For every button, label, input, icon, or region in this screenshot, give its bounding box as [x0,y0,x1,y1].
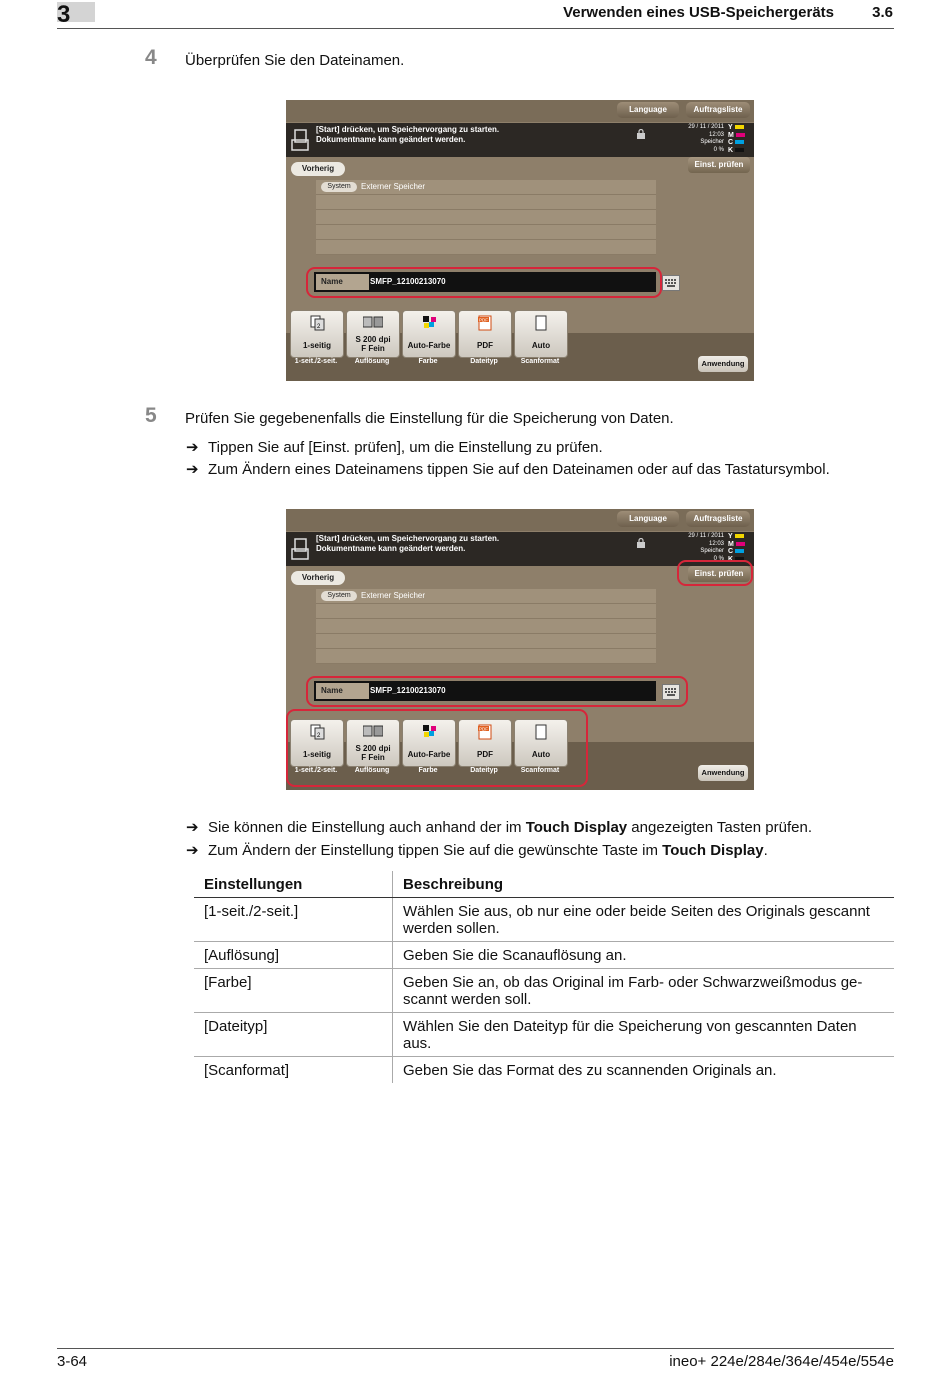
setting-cell: [Scanformat] [194,1057,393,1084]
list-row [316,210,656,225]
function-key-label: Auto-Farbe [407,750,451,759]
instruction-text: Tippen Sie auf [Einst. prüfen], um die Einstellung zu prüfen. [208,439,603,456]
function-key-aufl-sung[interactable] [346,310,400,358]
function-key-caption: Auflösung [354,767,390,774]
toner-row [728,548,745,556]
function-key-label: PDF [477,750,493,759]
list-row [316,634,656,649]
function-key-label: 1-seitig [302,750,331,759]
svg-text:2: 2 [317,733,321,739]
status-text: 29 / 11 / 2011 [688,124,724,130]
toner-label: M [728,540,734,548]
svg-text:PDF: PDF [479,317,488,323]
arrow-icon: ➔ [186,842,199,859]
instruction-text: Zum Ändern der Einstellung tippen Sie auf die gewünschte Taste im [208,842,663,859]
arrow-icon: ➔ [186,819,199,836]
toner-swatch [735,125,744,129]
list-row [316,195,656,210]
list-row [316,649,656,664]
function-key-caption: 1-seit./2-seit. [294,767,338,774]
function-key-label: S 200 dpi F Fein [355,744,391,762]
highlight-check-button [677,560,753,586]
column-header: Einstellungen [194,871,393,898]
message-line: Dokumentname kann geändert werden. [316,135,466,144]
system-tab[interactable]: System [321,591,357,601]
instruction-line [186,438,603,456]
list-row [316,225,656,240]
name-label: Name [316,683,369,699]
instruction-text: Sie können die Einstellung auch anhand der im [208,819,526,836]
message-line: [Start] drücken, um Speichervorgang zu starten. [316,125,500,134]
column-header: Beschreibung [393,871,895,898]
toner-swatch [735,148,744,152]
function-key-label: Auto-Farbe [407,341,451,350]
toner-row [728,533,745,541]
list-row [316,240,656,255]
touch-display-screenshot-1 [286,100,754,381]
header-section: 3.6 [872,4,893,21]
toner-label: C [728,139,734,146]
step-text: Überprüfen Sie den Dateinamen. [185,52,405,69]
status-text: Speicher [700,548,724,554]
duplex-icon [307,315,327,331]
message-line: Dokumentname kann geändert werden. [316,544,466,553]
toner-row [728,147,745,155]
lock-icon [636,535,646,545]
function-key-caption: Farbe [418,358,438,365]
status-strip [286,100,754,122]
model-names: ineo+ 224e/284e/364e/454e/554e [669,1353,894,1370]
date-time [686,533,724,563]
toner-swatch [735,549,744,553]
toner-swatch [735,140,744,144]
toner-label: K [728,555,734,563]
toner-label: K [728,146,734,154]
arrow-icon: ➔ [186,461,199,478]
function-key-1-seit-2-seit-[interactable] [290,310,344,358]
document-icon [290,128,310,152]
description-cell: Wählen Sie den Dateityp für die Speicherung von gescannten Daten aus. [393,1013,895,1057]
apply-button[interactable]: Anwendung [698,356,748,372]
table-header-row [194,871,894,898]
resolution-icon [363,315,383,331]
back-button[interactable]: Vorherig [291,162,345,176]
job-list-button[interactable]: Auftragsliste [686,102,750,118]
toner-row [728,132,745,140]
instruction-line [186,841,768,859]
document-icon [290,537,310,561]
footer-rule [57,1348,894,1349]
arrow-icon: ➔ [186,439,199,456]
table-row [194,1057,894,1084]
function-key-caption: Scanformat [520,358,560,365]
toner-swatch [736,133,745,137]
emphasis-text: Touch Display [525,819,628,836]
function-key-caption: 1-seit./2-seit. [294,358,338,365]
step-number: 5 [145,404,157,427]
instruction-line [186,460,830,478]
function-key-caption: Scanformat [520,767,560,774]
toner-row [728,541,745,549]
language-button[interactable]: Language [617,511,679,527]
color-icon [419,315,439,331]
back-button[interactable]: Vorherig [291,571,345,585]
setting-cell: [1-seit./2-seit.] [194,898,393,942]
function-key-caption: Dateityp [470,358,498,365]
lock-icon [636,126,646,136]
name-label: Name [316,274,369,290]
function-key-scanformat[interactable] [514,310,568,358]
touch-display-screenshot-2 [286,509,754,790]
setting-cell: [Farbe] [194,969,393,1013]
function-key-dateityp[interactable] [458,310,512,358]
storage-label: Externer Speicher [361,182,426,191]
toner-label: Y [728,124,733,131]
toner-label: M [728,131,734,139]
date-time [686,124,724,154]
status-text: 29 / 11 / 2011 [688,533,724,539]
header-title: Verwenden eines USB-Speichergeräts [563,4,834,21]
function-key-label: 1-seitig [302,341,331,350]
status-strip [286,509,754,531]
system-tab[interactable]: System [321,182,357,192]
chapter-number: 3 [57,1,71,28]
toner-indicator [728,124,745,154]
setting-cell: [Auflösung] [194,942,393,969]
page-number: 3-64 [57,1353,88,1370]
function-key-label: Auto [531,341,551,350]
message-line: [Start] drücken, um Speichervorgang zu starten. [316,534,500,543]
check-settings-button[interactable]: Einst. prüfen [688,157,750,173]
function-key-caption: Dateityp [470,767,498,774]
highlight-name-field [306,267,662,298]
setting-cell: [Dateityp] [194,1013,393,1057]
toner-row [728,124,745,132]
status-text: Speicher [700,139,724,145]
check-settings-button[interactable]: Einst. prüfen [688,566,750,582]
toner-label: Y [728,533,733,540]
keyboard-icon[interactable] [662,275,680,291]
status-text: 0 % [713,146,724,153]
job-list-button[interactable]: Auftragsliste [686,511,750,527]
function-key-caption: Auflösung [354,358,390,365]
toner-label: C [728,548,734,555]
toner-swatch [736,542,745,546]
description-cell: Geben Sie das Format des zu scannenden Originals an. [403,1062,777,1079]
emphasis-text: Touch Display [662,842,764,859]
toner-indicator [728,533,745,563]
instruction-line [186,818,812,836]
highlight-function-keys [286,709,588,787]
function-key-label: PDF [477,341,493,350]
status-text: 12:03 [708,131,724,138]
description-cell: Geben Sie an, ob das Original im Farb- oder Schwarzweißmodus ge-scannt werden soll. [393,969,895,1013]
description-cell: Wählen Sie aus, ob nur eine oder beide Seiten des Originals gescannt werden sollen. [393,898,895,942]
page-icon [531,315,551,331]
language-button[interactable]: Language [617,102,679,118]
toner-swatch [735,534,744,538]
step-number: 4 [145,46,157,69]
step-text: Prüfen Sie gegebenenfalls die Einstellung für die Speicherung von Daten. [185,410,674,427]
status-text: 0 % [713,555,724,562]
settings-table [194,871,894,1083]
function-key-label: S 200 dpi F Fein [355,335,391,353]
table-row [194,969,894,1013]
status-message [316,534,499,554]
status-text: 12:03 [708,540,724,547]
toner-row [728,139,745,147]
storage-label: Externer Speicher [361,591,426,600]
file-name-value[interactable]: SMFP_12100213070 [370,686,446,695]
description-cell: Geben Sie die Scanauflösung an. [393,942,895,969]
highlight-name-field [306,676,688,707]
list-row [316,619,656,634]
apply-button[interactable]: Anwendung [698,765,748,781]
instruction-text: . [763,842,768,859]
header-rule [57,28,894,29]
status-message [316,125,499,145]
table-row [194,1013,894,1057]
function-key-label: Auto [531,750,551,759]
instruction-text: Zum Ändern eines Dateinamens tippen Sie auf den Dateinamen oder auf das Tastatursymbol. [208,461,830,478]
instruction-text: angezeigten Tasten prüfen. [627,819,812,836]
table-row [194,942,894,969]
function-key-farbe[interactable] [402,310,456,358]
svg-text:2: 2 [317,324,321,330]
function-key-caption: Farbe [418,767,438,774]
svg-text:PDF: PDF [479,726,488,732]
table-row [194,898,894,942]
pdf-icon [475,315,495,331]
list-row [316,604,656,619]
file-name-value[interactable]: SMFP_12100213070 [370,277,446,286]
